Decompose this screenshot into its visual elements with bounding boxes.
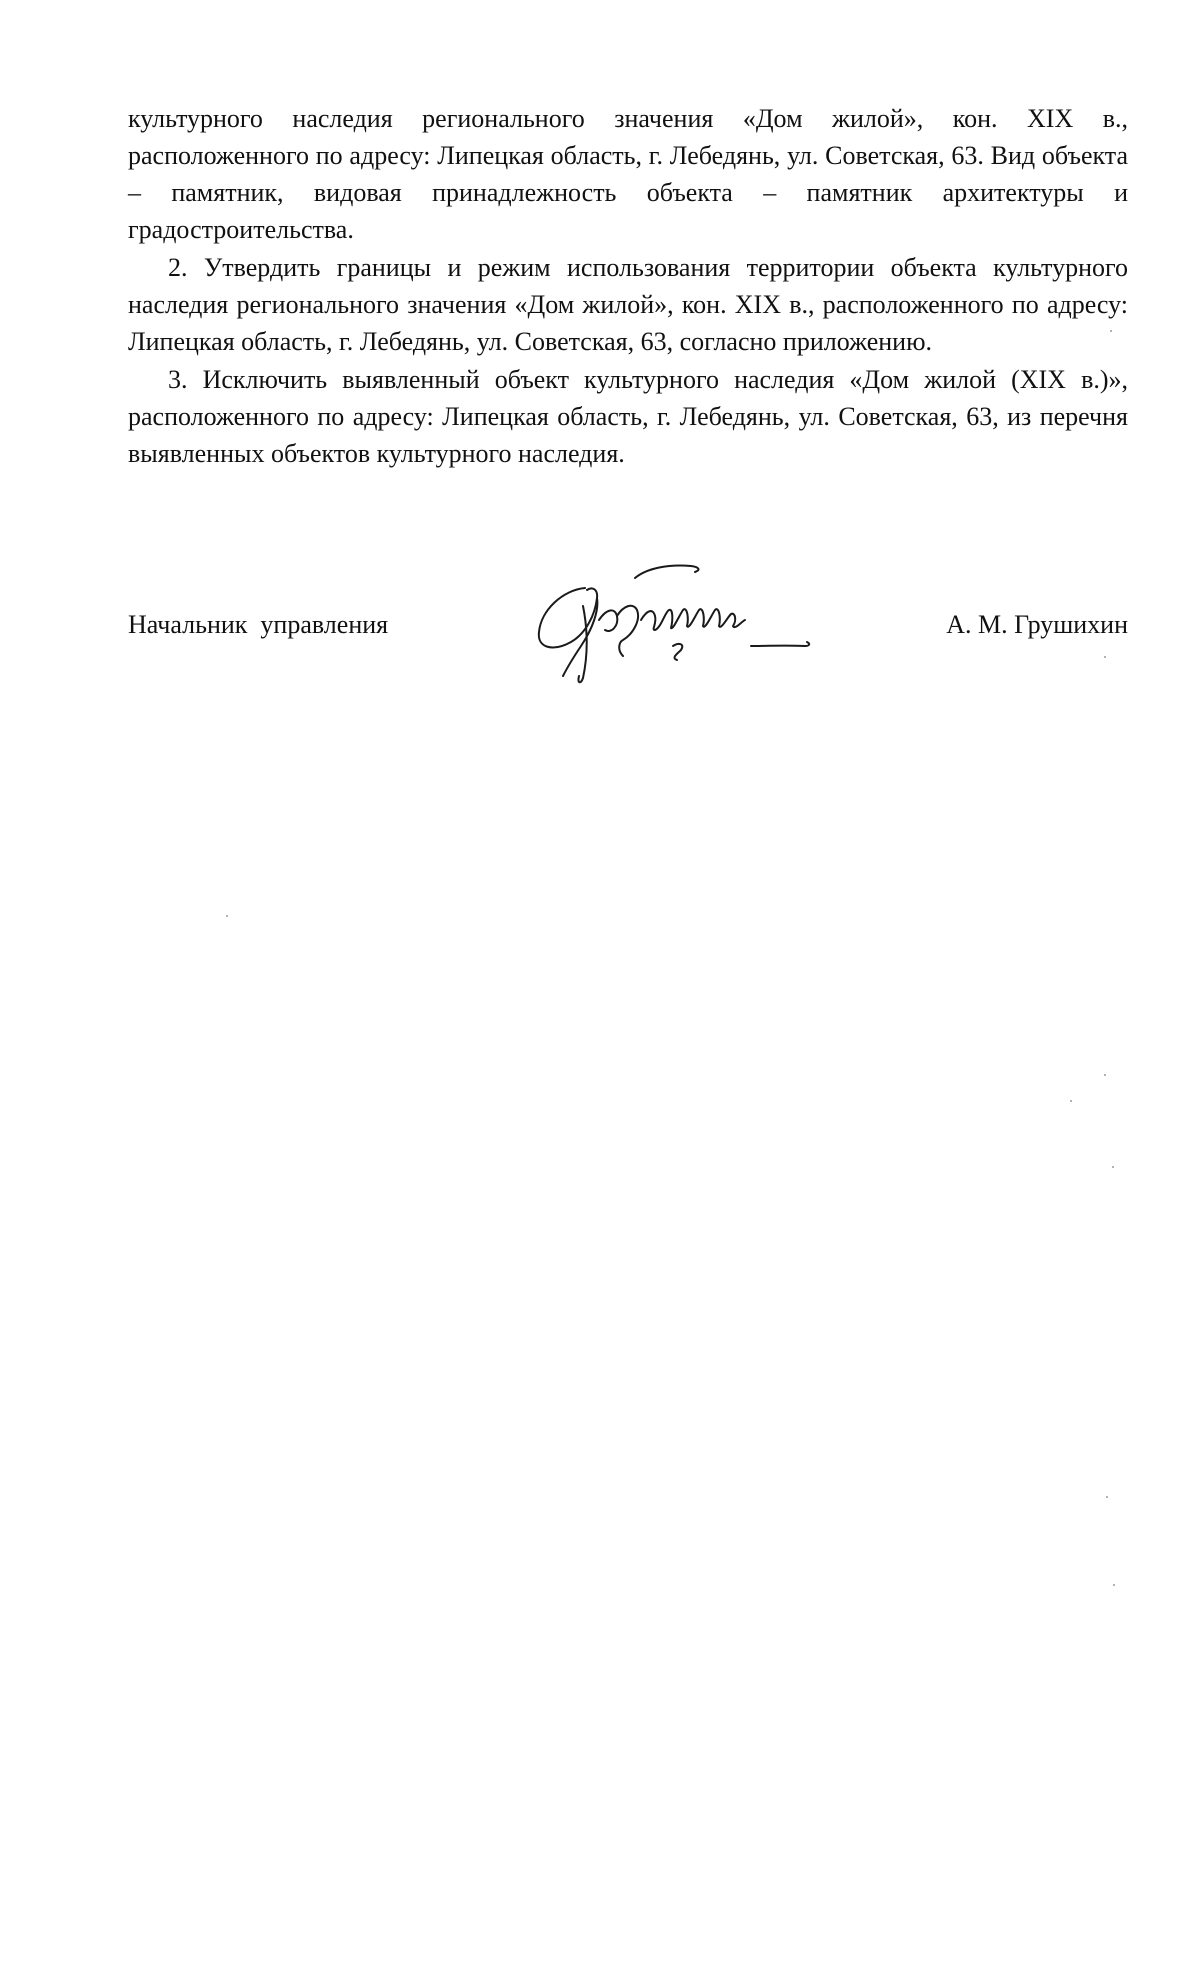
scan-speck xyxy=(1110,330,1112,332)
handwritten-signature xyxy=(523,550,823,700)
scan-speck xyxy=(1106,1496,1108,1498)
scan-speck xyxy=(1070,1100,1072,1102)
paragraph-item-3: 3. Исключить выявленный объект культурного наследия «Дом жилой (XIX в.)», расположенного по адресу: Липецкая область, г. Лебедянь, ул. Советская, 63, из перечня выявленных объектов культурного наследия. xyxy=(128,365,1128,468)
signature-block xyxy=(128,600,1128,710)
scan-speck xyxy=(1104,656,1106,658)
document-body xyxy=(128,100,1128,473)
scan-speck xyxy=(1113,1584,1115,1586)
paragraph-continuation: культурного наследия регионального значения «Дом жилой», кон. XIX в., расположенного по адресу: Липецкая область, г. Лебедянь, ул. Советская, 63. Вид объекта – памятник, видовая принадлежность объекта – памятник архитектуры и градостроительства. xyxy=(128,104,1128,244)
signatory-role: Начальник управления xyxy=(128,610,389,639)
scan-speck xyxy=(1112,1166,1114,1168)
scan-speck xyxy=(226,915,228,917)
paragraph-item-2: 2. Утвердить границы и режим использования территории объекта культурного наследия регионального значения «Дом жилой», кон. XIX в., расположенного по адресу: Липецкая область, г. Лебедянь, ул. Советская, 63, согласно приложению. xyxy=(128,253,1128,356)
signatory-name: А. М. Грушихин xyxy=(946,610,1128,639)
scan-speck xyxy=(1104,1074,1106,1076)
